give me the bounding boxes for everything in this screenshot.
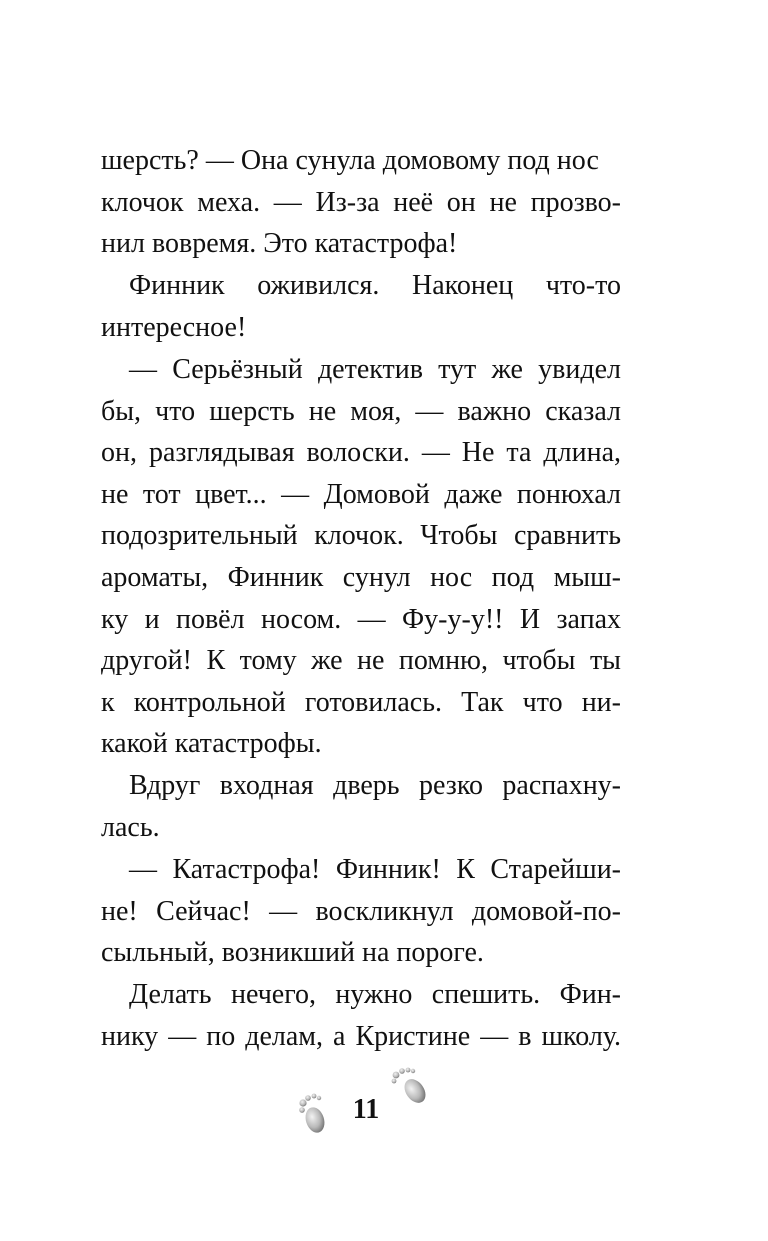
text-line: не! Сейчас! — воскликнул домовой-по- xyxy=(101,895,621,927)
footprint-icon xyxy=(390,1066,430,1110)
text-line: подозрительный клочок. Чтобы сравнить xyxy=(101,520,621,552)
text-line: Делать нечего, нужно спешить. Фин- xyxy=(129,979,621,1011)
text-line: не тот цвет... — Домовой даже понюхал xyxy=(101,478,621,510)
text-line: ароматы, Финник сунул нос под мыш- xyxy=(101,561,621,593)
text-line: нику — по делам, а Кристине — в школу. xyxy=(101,1020,621,1052)
text-line: — Серьёзный детектив тут же увидел xyxy=(129,353,621,385)
page-body xyxy=(101,140,621,1058)
text-line: какой катастрофы. xyxy=(101,728,322,760)
text-line: шерсть? — Она сунула домовому под нос xyxy=(101,145,599,176)
text-line: Вдруг входная дверь резко распахну- xyxy=(129,770,621,802)
text-line: сыльный, возникший на пороге. xyxy=(101,937,484,969)
text-line: ку и повёл носом. — Фу-у-у!! И запах xyxy=(101,603,621,635)
footprint-icon xyxy=(294,1090,330,1136)
text-line: к контрольной готовилась. Так что ни- xyxy=(101,686,621,718)
text-line: бы, что шерсть не моя, — важно сказал xyxy=(101,395,621,427)
text-line: клочок меха. — Из-за неё он не прозво- xyxy=(101,186,621,218)
text-line: нил вовремя. Это катастрофа! xyxy=(101,228,458,260)
text-line: интересное! xyxy=(101,311,247,343)
text-line: он, разглядывая волоски. — Не та длина, xyxy=(101,437,621,469)
page-number: 11 xyxy=(352,1094,380,1125)
text-line: другой! К тому же не помню, чтобы ты xyxy=(101,645,621,677)
text-line: Финник оживился. Наконец что-то xyxy=(129,270,621,302)
page-footer xyxy=(0,1060,768,1140)
text-line: — Катастрофа! Финник! К Старейши- xyxy=(129,854,621,886)
text-line: лась. xyxy=(101,812,160,843)
